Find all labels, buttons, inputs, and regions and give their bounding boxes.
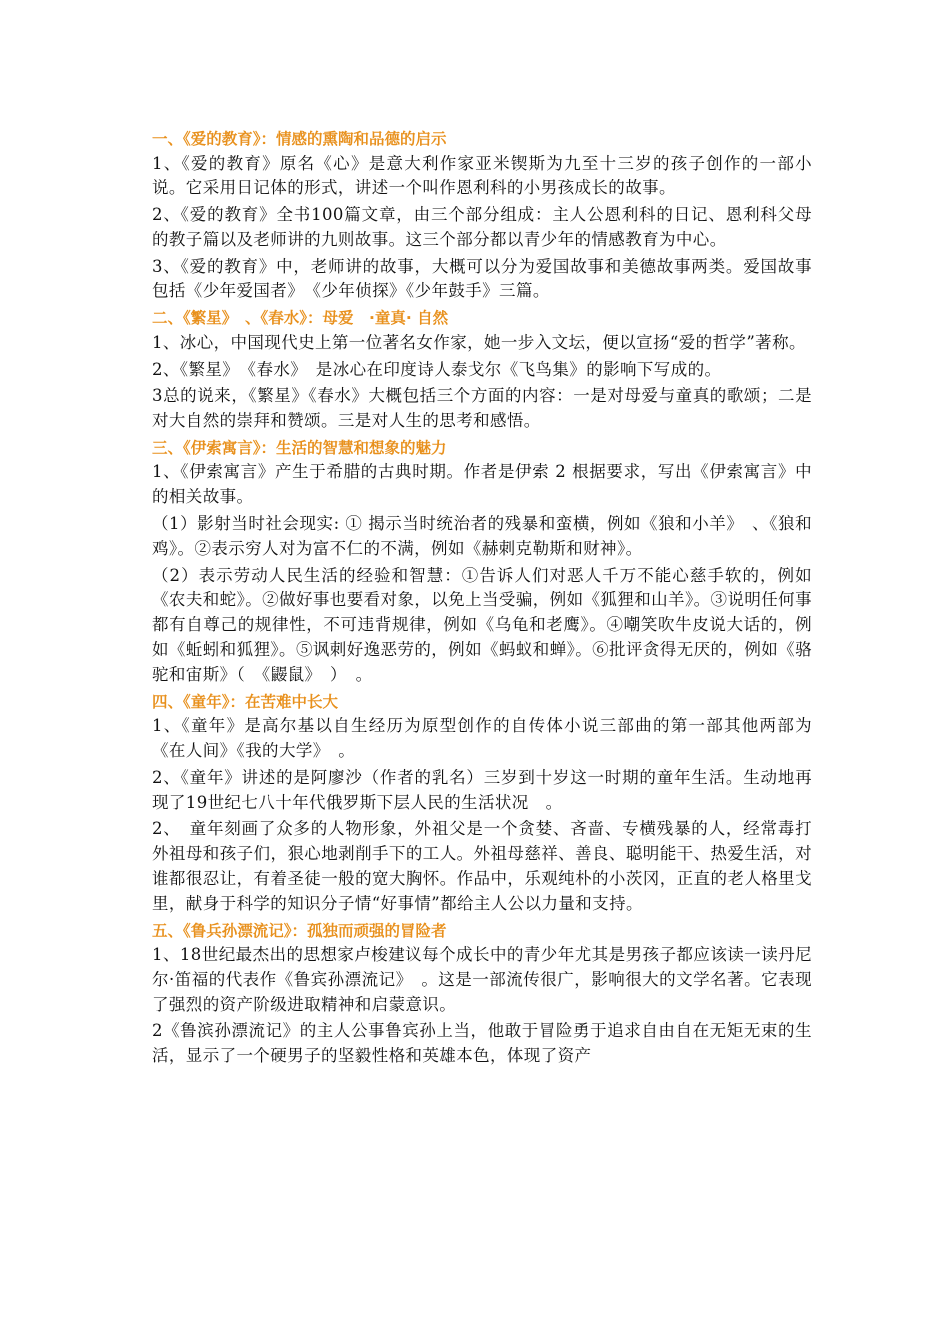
paragraph: 2《鲁滨孙漂流记》的主人公事鲁宾孙上当，他敢于冒险勇于追求自由自在无矩无束的生活，显示了一个硬男子的坚毅性格和英雄本色，体现了资产	[152, 1021, 812, 1066]
paragraph: 1、18世纪最杰出的思想家卢梭建议每个成长中的青少年尤其是男孩子都应该读一读丹尼尔·笛福的代表作《鲁宾孙漂流记》 。这是一部流传很广，影响很大的文学名著。它表现了强烈的资产阶级进取精神和启蒙意识。	[152, 945, 812, 1014]
paragraph: 3总的说来，《繁星》《春水》大概包括三个方面的内容：一是对母爱与童真的歌颂；二是对大自然的崇拜和赞颂。三是对人生的思考和感悟。	[152, 386, 812, 431]
paragraph: （1）影射当时社会现实: ① 揭示当时统治者的残暴和蛮横，例如《狼和小羊》 、《狼和鸡》。②表示穷人对为富不仁的不满，例如《赫刺克勒斯和财神》。	[152, 514, 812, 558]
paragraph: 1、《童年》是高尔基以自生经历为原型创作的自传体小说三部曲的第一部其他两部为《在人间》《我的大学》 。	[152, 716, 812, 760]
section-heading: 三、《伊索寓言》：生活的智慧和想象的魅力	[152, 438, 447, 457]
paragraph: 3、《爱的教育》中，老师讲的故事，大概可以分为爱国故事和美德故事两类。爱国故事包括《少年爱国者》 《少年侦探》《少年鼓手》三篇。	[152, 256, 812, 301]
paragraph: （2）表示劳动人民生活的经验和智慧：①告诉人们对恶人千万不能心慈手软的，例如《农夫和蛇》。②做好事也要看对象，以免上当受骗，例如《狐狸和山羊》。③说明任何事都有自尊己的规律性，不可违背规律，例如《乌龟和老鹰》。④嘲笑吹牛皮说大话的，例如《蚯蚓和狐狸》。⑤讽刺好逸恶劳的，例如《蚂蚁和蝉》。⑥批评贪得无厌的，例如《骆驼和宙斯》（ 《鼹鼠》 ） 。	[152, 565, 812, 684]
paragraph: 2、《童年》讲述的是阿廖沙（作者的乳名）三岁到十岁这一时期的童年生活。生动地再现了19世纪七八十年代俄罗斯下层人民的生活状况 。	[152, 767, 812, 812]
paragraph: 1、《伊索寓言》产生于希腊的古典时期。作者是伊索 2 根据要求，写出《伊索寓言》中的相关故事。	[152, 462, 812, 507]
section-heading: 四、《童年》：在苦难中长大	[152, 692, 339, 711]
section-heading: 五、《鲁兵孙漂流记》：孤独而顽强的冒险者	[152, 921, 447, 940]
paragraph: 1、冰心，中国现代史上第一位著名女作家，她一步入文坛，便以宣扬“爱的哲学”著称。	[152, 332, 806, 352]
section-heading: 一、《爱的教育》：情感的熏陶和品德的启示	[152, 130, 447, 148]
paragraph: 2、《爱的教育》全书100篇文章，由三个部分组成：主人公恩利科的日记、恩利科父母的教子篇以及老师讲的九则故事。这三个部分都以青少年的情感教育为中心。	[152, 205, 812, 249]
paragraph: 1、《爱的教育》原名《心》是意大利作家亚米锲斯为九至十三岁的孩子创作的一部小说。它采用日记体的形式，讲述一个叫作恩利科的小男孩成长的故事。	[152, 153, 812, 198]
section-heading: 二、《繁星》 、《春水》：母爱 ·童真· 自然	[152, 309, 449, 328]
document-page	[152, 127, 812, 1071]
paragraph: 2、《繁星》 《春水》 是冰心在印度诗人泰戈尔《飞鸟集》的影响下写成的。	[152, 359, 722, 379]
paragraph: 2、 童年刻画了众多的人物形象，外祖父是一个贪婪、吝啬、专横残暴的人，经常毒打外祖母和孩子们，狠心地剥削手下的工人。外祖母慈祥、善良、聪明能干、热爱生活，对谁都很忍让，有着圣徒一般的宽大胸怀。作品中，乐观纯朴的小茨冈，正直的老人格里戈里，献身于科学的知识分子情“好事情”都给主人公以力量和支持。	[152, 819, 812, 913]
